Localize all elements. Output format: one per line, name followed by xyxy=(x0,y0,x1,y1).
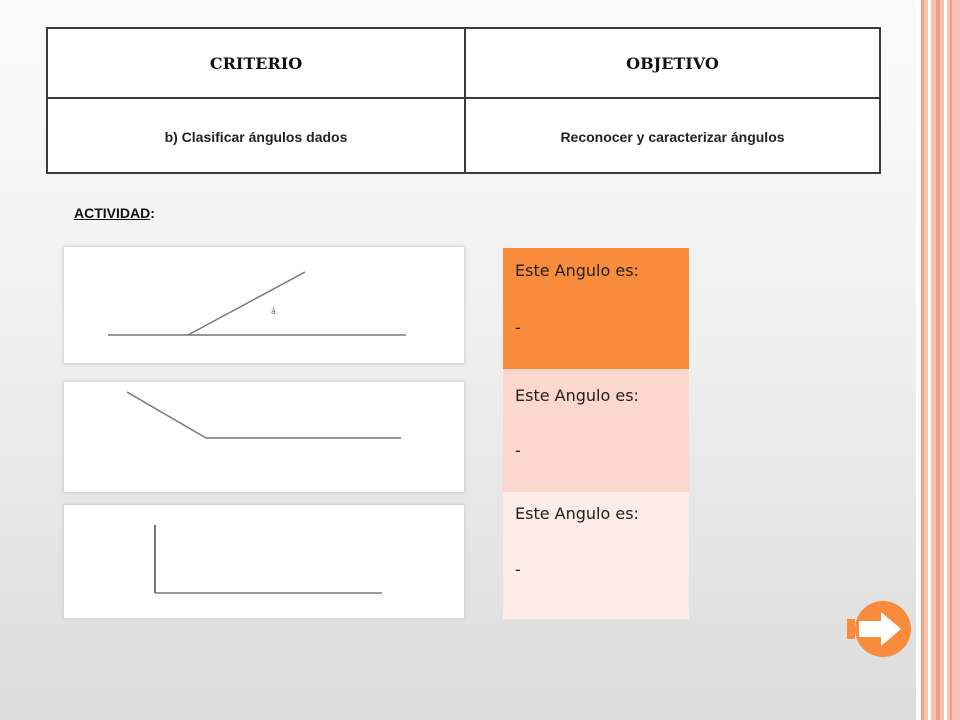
table-header-row xyxy=(48,29,879,99)
angle2-ray xyxy=(127,392,206,438)
angle-image-acute xyxy=(64,247,464,363)
activity-colon: : xyxy=(150,205,155,221)
answer-question: Este Angulo es: xyxy=(515,504,639,523)
angle-image-obtuse xyxy=(64,382,464,492)
answer-blank: - xyxy=(515,560,521,579)
right-arrow-icon xyxy=(847,600,913,658)
answer-blank: - xyxy=(515,318,521,337)
angle-image-right xyxy=(64,505,464,618)
objetivo-cell: Reconocer y caracterizar ángulos xyxy=(560,128,785,145)
answer-blank: - xyxy=(515,441,521,460)
answer-box-1 xyxy=(503,248,689,369)
answer-box-2 xyxy=(503,369,689,492)
answer-question: Este Angulo es: xyxy=(515,386,639,405)
activity-heading xyxy=(74,205,155,221)
table-row xyxy=(48,99,879,174)
activity-label: ACTIVIDAD xyxy=(74,205,151,221)
answer-question: Este Angulo es: xyxy=(515,261,639,280)
criteria-table xyxy=(46,27,881,174)
angle1-mark: á xyxy=(271,307,276,316)
criterio-cell: b) Clasificar ángulos dados xyxy=(48,99,466,174)
decorative-side-stripes xyxy=(916,0,960,720)
next-slide-button[interactable] xyxy=(847,600,913,658)
angle1-ray xyxy=(188,272,305,335)
answer-box-3 xyxy=(503,492,689,619)
header-objetivo: OBJETIVO xyxy=(626,53,719,73)
header-criterio: CRITERIO xyxy=(48,29,466,97)
